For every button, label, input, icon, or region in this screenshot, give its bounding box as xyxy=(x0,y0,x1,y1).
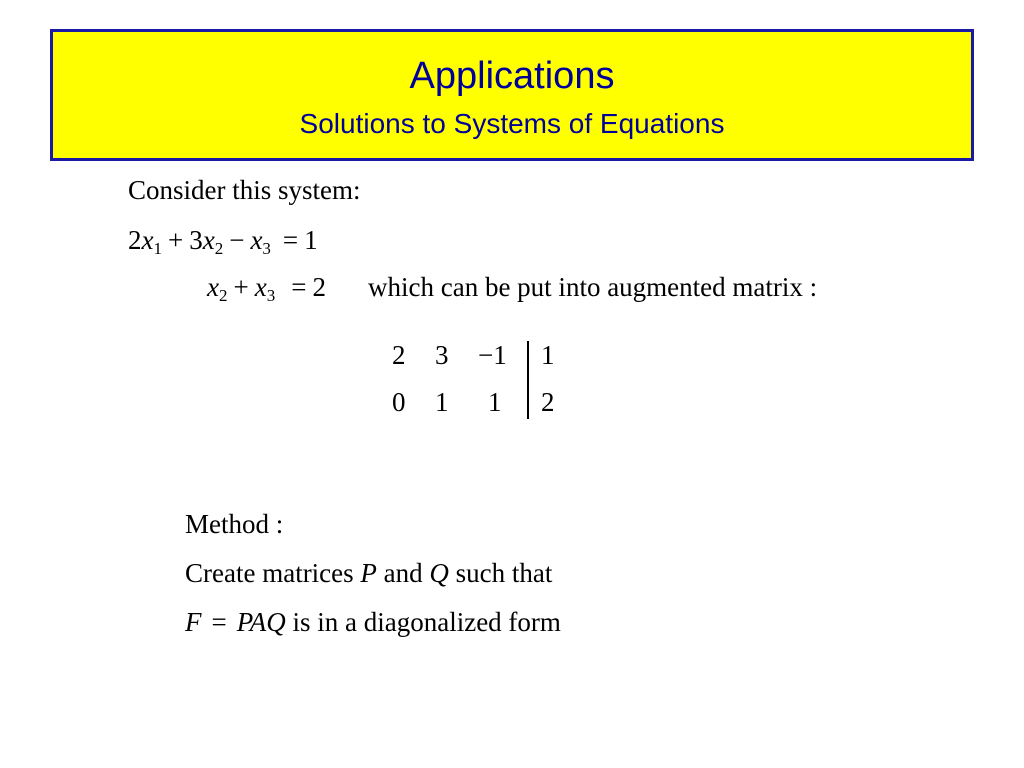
eq1-sub-1: 1 xyxy=(153,239,162,258)
matrix-cell: 1 xyxy=(435,387,449,417)
eq2-op-1: + xyxy=(233,272,249,302)
matrix-cell: 3 xyxy=(435,340,449,370)
eq2-var-2: x xyxy=(254,272,267,302)
slide-subtitle: Solutions to Systems of Equations xyxy=(299,108,725,139)
eq1-sub-2: 2 xyxy=(214,239,224,258)
matrix-cell: 0 xyxy=(392,387,406,417)
equation-2 xyxy=(207,271,326,312)
eq1-coef-2: 3 xyxy=(189,225,203,255)
equation-1 xyxy=(128,224,318,265)
eq2-rhs: 2 xyxy=(312,272,326,302)
matrix-cell: −1 xyxy=(478,340,507,370)
paq-expression: PAQ xyxy=(236,607,286,637)
method-heading: Method : xyxy=(185,509,284,539)
eq2-sub-2: 3 xyxy=(266,286,276,305)
slide-title: Applications xyxy=(409,55,615,97)
eq2-sub-1: 2 xyxy=(218,286,228,305)
eq1-op-2: − xyxy=(229,225,245,255)
method-line-2 xyxy=(185,557,552,589)
eq1-var-1: x xyxy=(141,225,154,255)
matrix-cell: 2 xyxy=(392,340,406,370)
matrix-cell: 1 xyxy=(541,340,555,370)
method-text-rest: is in a diagonalized form xyxy=(285,607,561,637)
eq1-equals: = xyxy=(282,225,299,255)
matrix-q-symbol: Q xyxy=(429,558,449,588)
eq2-var-1: x xyxy=(207,272,219,302)
matrix-f-symbol: F xyxy=(185,607,202,637)
eq1-var-2: x xyxy=(202,225,215,255)
eq2-equals: = xyxy=(291,272,307,302)
method-equals: = xyxy=(211,607,227,637)
eq1-op-1: + xyxy=(167,225,184,255)
method-text-c: such that xyxy=(448,558,553,588)
augmented-divider xyxy=(527,341,529,419)
method-line-3 xyxy=(185,606,561,638)
method-text-a: Create matrices xyxy=(185,558,361,588)
augmented-note: which can be put into augmented matrix : xyxy=(368,272,818,302)
eq1-sub-3: 3 xyxy=(262,239,271,258)
matrix-cell: 2 xyxy=(541,387,555,417)
system-intro: Consider this system: xyxy=(128,175,361,205)
matrix-cell: 1 xyxy=(488,387,502,417)
eq1-coef-1: 2 xyxy=(128,225,142,255)
eq1-var-3: x xyxy=(250,225,263,255)
matrix-p-symbol: P xyxy=(360,558,377,588)
eq1-rhs: 1 xyxy=(304,225,318,255)
method-text-b: and xyxy=(376,558,430,588)
title-banner xyxy=(50,29,974,161)
